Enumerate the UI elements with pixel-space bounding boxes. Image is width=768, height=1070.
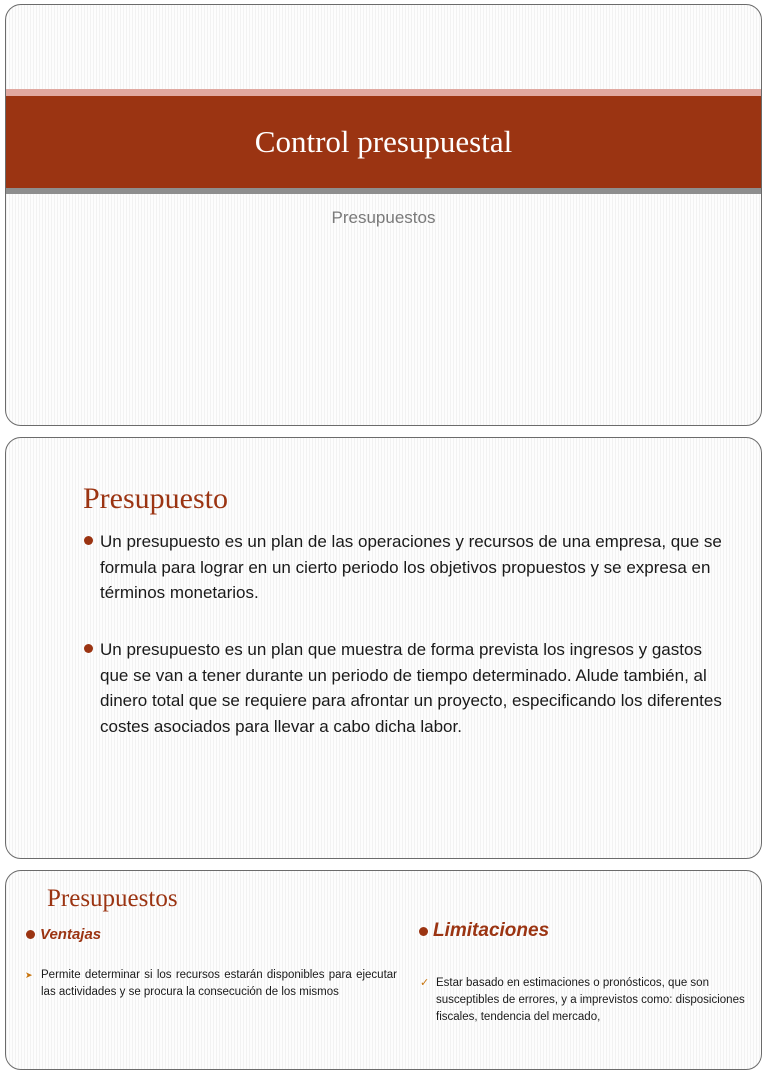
limitaciones-item-text: Estar basado en estimaciones o pronósticos, que son susceptibles de errores, y a imprevistos como: disposiciones fiscales, tendencia del mercado, (436, 977, 745, 1023)
title-band-top-stripe (6, 89, 761, 96)
advantages-limitations-slide (5, 870, 762, 1070)
presentation-subtitle: Presupuestos (331, 208, 436, 227)
presentation-title: Control presupuestal (254, 124, 513, 159)
bullet-item (84, 529, 734, 606)
checkmark-icon: ✓ (420, 977, 430, 989)
limitaciones-label: Limitaciones (433, 920, 550, 941)
limitaciones-header (419, 920, 549, 942)
definition-slide (5, 437, 762, 859)
round-dot-icon (26, 930, 35, 939)
title-band (6, 96, 761, 188)
round-dot-icon (84, 644, 93, 653)
bullet-text: Un presupuesto es un plan que muestra de forma prevista los ingresos y gastos que se van a tener durante un periodo de tiempo determinado. Alude también, al dinero total que se requiere para afrontar un proyecto, especificando los diferentes costes asociados para llevar a cabo dicha labor. (100, 640, 722, 736)
ventajas-label: Ventajas (40, 926, 102, 943)
slide-heading: Presupuesto (83, 482, 228, 515)
ventajas-item-text: Permite determinar si los recursos estarán disponibles para ejecutar las actividades y se procura la consecución de los mismos (41, 969, 397, 998)
ventajas-item (25, 967, 397, 1001)
bullet-item (84, 637, 734, 739)
bullet-text: Un presupuesto es un plan de las operaciones y recursos de una empresa, que se formula para lograr en un cierto periodo los objetivos propuestos y se expresa en términos monetarios. (100, 532, 722, 602)
title-band-bottom-stripe (6, 188, 761, 194)
round-dot-icon (419, 927, 428, 936)
arrowhead-icon: ➤ (25, 970, 33, 980)
limitaciones-item (420, 975, 750, 1026)
title-slide (5, 4, 762, 426)
slide-heading: Presupuestos (47, 885, 178, 912)
round-dot-icon (84, 536, 93, 545)
ventajas-header (26, 926, 101, 943)
